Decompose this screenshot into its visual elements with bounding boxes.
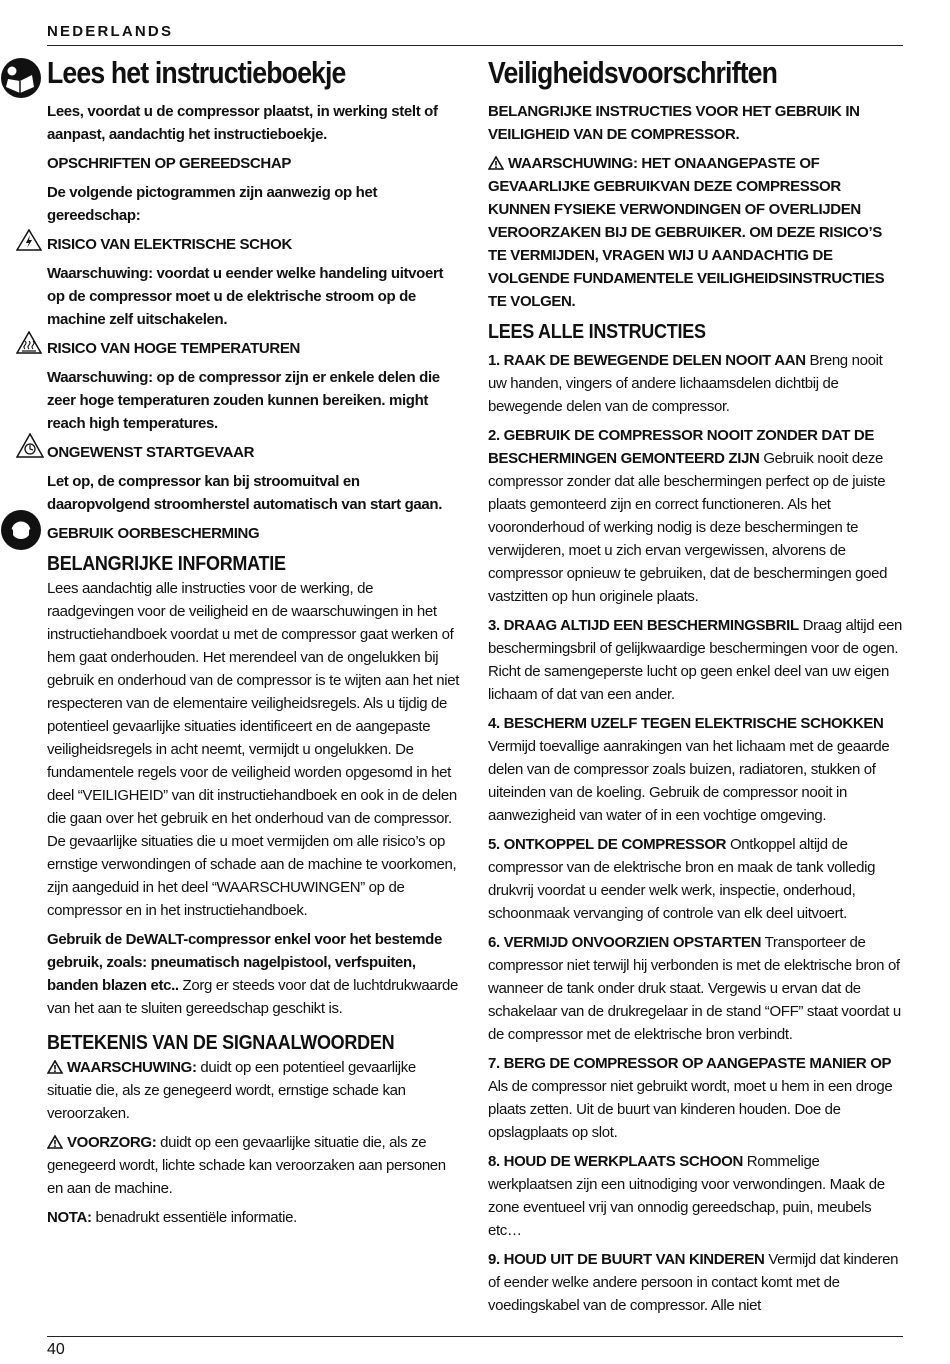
signal-words-heading: BETEKENIS VAN DE SIGNAALWOORDEN <box>47 1032 395 1054</box>
safety-item-text: Draag altijd een beschermingsbril of gelijkwaardige beschermingen voor de ogen. Richt de samengeperste lucht op geen enkel deel van uw eigen lichaam of dat van een ander. <box>488 617 903 703</box>
language-label: NEDERLANDS <box>47 23 174 40</box>
manual-intro: Lees, voordat u de compressor plaatst, in werking stelt of aanpast, aandachtig het instructieboekje. <box>47 103 438 143</box>
safety-item-text: Breng nooit uw handen, vingers of andere lichaamsdelen dichtbij de bewegende delen van de compressor. <box>488 352 883 415</box>
safety-item-text: Vermijd dat kinderen of eender welke andere persoon in contact komt met de voedingskabel van de compressor. Alle niet <box>488 1251 899 1314</box>
safety-item-title: 8. HOUD DE WERKPLAATS SCHOON <box>488 1153 743 1170</box>
safety-warning <box>488 152 903 313</box>
safety-intro: BELANGRIJKE INSTRUCTIES VOOR HET GEBRUIK IN VEILIGHEID VAN DE COMPRESSOR. <box>488 103 860 143</box>
important-info-heading: BELANGRIJKE INFORMATIE <box>47 553 286 575</box>
safety-item-text: Rommelige werkplaatsen zijn een uitnodiging voor verwondingen. Maak de zone eventueel vrij van onnodig gereedschap, puin, meubels etc… <box>488 1153 885 1239</box>
ear-protection-heading: GEBRUIK OORBESCHERMING <box>47 525 260 542</box>
labels-heading: OPSCHRIFTEN OP GEREEDSCHAP <box>47 155 291 172</box>
intended-use-bold: Gebruik de DeWALT-compressor enkel voor het bestemde gebruik, zoals: pneumatisch nagelpistool, verfspuiten, banden blazen etc.. <box>47 931 442 994</box>
intended-use-paragraph <box>47 928 462 1020</box>
safety-item-text: Vermijd toevallige aanrakingen van het lichaam met de geaarde delen van de compressor zoals buizen, radiatoren, stukken of uiteinden van de koeling. Gebruik de compressor nooit in aanwezigheid van water of in een vochtige omgeving. <box>488 738 890 824</box>
safety-items-list <box>488 349 903 1317</box>
safety-item-text: Ontkoppel altijd de compressor van de elektrische bron en maak de tank volledig drukvrij voordat u eender welk werk, inspectie, onderhoud, schoonmaak vervanging of controle van elk deel uitvoert. <box>488 836 876 922</box>
safety-item <box>488 712 903 827</box>
caution-label: VOORZORG: <box>67 1134 157 1151</box>
safety-item <box>488 1150 903 1242</box>
safety-item <box>488 1248 903 1317</box>
shock-heading: RISICO VAN ELEKTRISCHE SCHOK <box>47 236 292 253</box>
warning-triangle-icon <box>488 156 504 170</box>
safety-item <box>488 931 903 1046</box>
read-all-heading: LEES ALLE INSTRUCTIES <box>488 321 706 343</box>
electric-shock-icon <box>16 229 42 251</box>
ear-protection-icon <box>0 509 42 551</box>
safety-item <box>488 833 903 925</box>
safety-item <box>488 614 903 706</box>
caution-definition <box>47 1131 462 1200</box>
hot-surface-icon <box>16 331 42 355</box>
labels-intro: De volgende pictogrammen zijn aanwezig op het gereedschap: <box>47 184 378 224</box>
important-info-text: Lees aandachtig alle instructies voor de werking, de raadgevingen voor de veiligheid en de waarschuwingen in het instructiehandboek voordat u met de compressor gaat werken of hem gaat onderhouden. Het merendeel van de ongelukken bij gebruik en onderhoud van de compressor is te wijten aan het niet respecteren van de elementaire veiligheidsregels. Als u tijdig de potentieel gevaarlijke situaties identificeert en de aangepaste veiligheidsregels in acht neemt, vermijdt u ongelukken. De fundamentele regels voor de veiligheid worden opgesomd in het deel “VEILIGHEID” van dit instructiehandboek en ook in de delen die gaan over het gebruik en het onderhoud van de compressor. De gevaarlijke situaties die u moet vermijden om alle risico’s op ernstige verwondingen of schade aan de machine te voorkomen, zijn aangeduid in het deel “WAARSCHUWINGEN” op de compressor en in het instructiehandboek. <box>47 580 460 919</box>
read-manual-icon <box>0 57 44 99</box>
caution-text: duidt op een gevaarlijke situatie die, als ze genegeerd wordt, lichte schade kan veroorzaken aan personen en aan de machine. <box>47 1134 446 1197</box>
warning-text: duidt op een potentieel gevaarlijke situatie die, als ze genegeerd wordt, ernstige schade kan veroorzaken. <box>47 1059 416 1122</box>
safety-item-title: 2. GEBRUIK DE COMPRESSOR NOOIT ZONDER DAT DE BESCHERMINGEN GEMONTEERD ZIJN <box>488 427 875 467</box>
warning-triangle-icon <box>47 1060 63 1074</box>
bottom-rule <box>47 1336 903 1337</box>
section-title-read-manual: Lees het instructieboekje <box>47 55 346 90</box>
safety-item-title: 7. BERG DE COMPRESSOR OP AANGEPASTE MANIER OP <box>488 1055 892 1072</box>
safety-item-title: 9. HOUD UIT DE BUURT VAN KINDEREN <box>488 1251 765 1268</box>
startup-text: Let op, de compressor kan bij stroomuitval en daaropvolgend stroomherstel automatisch van start gaan. <box>47 473 443 513</box>
section-title-safety: Veiligheidsvoorschriften <box>488 55 778 90</box>
safety-item-title: 5. ONTKOPPEL DE COMPRESSOR <box>488 836 727 853</box>
warning-label: WAARSCHUWING: <box>67 1059 197 1076</box>
safety-item <box>488 1052 903 1144</box>
note-definition <box>47 1206 462 1229</box>
note-label: NOTA: <box>47 1209 92 1226</box>
safety-item <box>488 424 903 608</box>
page-number: 40 <box>47 1341 65 1358</box>
temperature-text: Waarschuwing: op de compressor zijn er enkele delen die zeer hoge temperaturen zouden kunnen bereiken. might reach high temperatures. <box>47 369 440 432</box>
safety-item <box>488 349 903 418</box>
safety-item-title: 6. VERMIJD ONVOORZIEN OPSTARTEN <box>488 934 762 951</box>
safety-item-title: 4. BESCHERM UZELF TEGEN ELEKTRISCHE SCHOKKEN <box>488 715 884 732</box>
startup-heading: ONGEWENST STARTGEVAAR <box>47 444 255 461</box>
temperature-heading: RISICO VAN HOGE TEMPERATUREN <box>47 340 300 357</box>
safety-item-text: Gebruik nooit deze compressor zonder dat alle beschermingen perfect op de juiste plaats gemonteerd zijn en correct functioneren. Als het vooronderhoud of werking nodig is deze beschermingen te verwijderen, moet u zich ervan vergewissen, alvorens de compressor opnieuw te gebruiken, dat de beschermingen goed vastzitten op hun originele plaats. <box>488 450 888 605</box>
top-rule <box>47 45 903 46</box>
safety-warning-text: WAARSCHUWING: HET ONAANGEPASTE OF GEVAARLIJKE GEBRUIKVAN DEZE COMPRESSOR KUNNEN FYSIEKE VERWONDINGEN OF OVERLIJDEN VEROORZAKEN BIJ DE GEBRUIKER. OM DEZE RISICO’S TE VERMIJDEN, VRAGEN WIJ U AANDACHTIG DE VOLGENDE FUNDAMENTELE VEILIGHEIDSINSTRUCTIES TE VOLGEN. <box>488 155 885 310</box>
right-column <box>488 54 903 1323</box>
safety-item-text: Transporteer de compressor niet terwijl hij verbonden is met de elektrische bron of wanneer de tank onder druk staat. Vergewis u ervan dat de schakelaar van de drukregelaar in de stand “OFF” staat voordat u de compressor met de elektrische bron verbindt. <box>488 934 901 1043</box>
left-column <box>47 54 462 1235</box>
auto-start-icon <box>16 433 44 459</box>
shock-text: Waarschuwing: voordat u eender welke handeling uitvoert op de compressor moet u de elektrische stroom op de machine zelf uitschakelen. <box>47 265 444 328</box>
warning-definition <box>47 1056 462 1125</box>
safety-item-title: 3. DRAAG ALTIJD EEN BESCHERMINGSBRIL <box>488 617 799 634</box>
safety-item-title: 1. RAAK DE BEWEGENDE DELEN NOOIT AAN <box>488 352 806 369</box>
caution-triangle-icon <box>47 1135 63 1149</box>
safety-item-text: Als de compressor niet gebruikt wordt, moet u hem in een droge plaats zetten. Uit de buurt van kinderen houden. Doe de opslagplaats op slot. <box>488 1078 893 1141</box>
intended-use-rest: Zorg er steeds voor dat de luchtdrukwaarde van het aan te sluiten gereedschap geschikt is. <box>47 977 458 1017</box>
note-text: benadrukt essentiële informatie. <box>91 1209 297 1226</box>
